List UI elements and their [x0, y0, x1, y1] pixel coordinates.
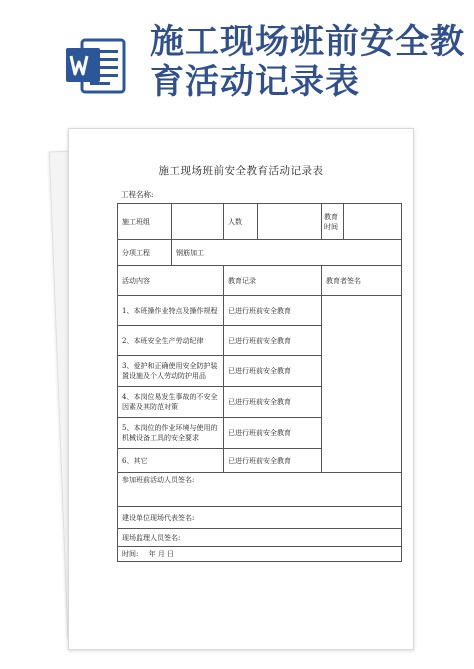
- col-header-record: 教育记录: [224, 266, 322, 296]
- item-record[interactable]: 已进行班前安全教育: [224, 418, 322, 449]
- subproject-value[interactable]: 钢筋加工: [172, 240, 402, 266]
- team-row: [118, 204, 402, 240]
- participants-signature-label[interactable]: 参加班前活动人员签名:: [118, 473, 402, 507]
- item-record[interactable]: 已进行班前安全教育: [224, 356, 322, 387]
- item-content: 4、本岗位易发生事故的不安全因素及其防范对策: [118, 387, 224, 418]
- item-content: 1、本班操作业特点及操作规程: [118, 296, 224, 326]
- educator-time-value[interactable]: [344, 204, 402, 240]
- count-label: 人数: [224, 204, 258, 240]
- team-value[interactable]: [172, 204, 224, 240]
- participants-row: [118, 473, 402, 507]
- count-value[interactable]: [258, 204, 322, 240]
- item-content: 6、其它: [118, 449, 224, 473]
- signature-cell[interactable]: [322, 296, 402, 473]
- item-record[interactable]: 已进行班前安全教育: [224, 449, 322, 473]
- time-label: 时间:: [122, 550, 139, 558]
- item-record[interactable]: 已进行班前安全教育: [224, 296, 322, 326]
- document-sheet: [68, 128, 414, 650]
- col-header-content: 活动内容: [118, 266, 224, 296]
- project-name-label: 工程名称:: [121, 190, 154, 199]
- document-title: 施工现场班前安全教育活动记录表: [158, 165, 324, 177]
- table-row: [118, 296, 402, 326]
- time-cell[interactable]: [118, 547, 402, 562]
- item-content: 5、本岗位的作业环境与使用的机械设备工具的安全要求: [118, 418, 224, 449]
- page-title: 施工现场班前安全教育活动记录表: [150, 22, 465, 102]
- subproject-label: 分项工程: [118, 240, 172, 266]
- word-document-icon: [64, 34, 128, 98]
- team-label: 施工班组: [118, 204, 172, 240]
- supervisor-row: [118, 529, 402, 547]
- supervisor-signature-label[interactable]: 现场监理人员签名:: [118, 529, 402, 547]
- item-record[interactable]: 已进行班前安全教育: [224, 387, 322, 418]
- item-content: 3、爱护和正确使用安全防护装置设施及个人劳动防护用品: [118, 356, 224, 387]
- col-header-signature: 教育者签名: [322, 266, 402, 296]
- date-placeholder: 年 月 日: [148, 550, 175, 558]
- builder-rep-signature-label[interactable]: 建设单位现场代表签名:: [118, 507, 402, 529]
- item-record[interactable]: 已进行班前安全教育: [224, 326, 322, 356]
- subproject-row: [118, 240, 402, 266]
- column-header-row: [118, 266, 402, 296]
- builder-rep-row: [118, 507, 402, 529]
- time-row: [118, 547, 402, 562]
- record-form-table: [117, 203, 402, 562]
- item-content: 2、本班安全生产劳动纪律: [118, 326, 224, 356]
- educator-time-label: 教育 时间: [322, 204, 344, 240]
